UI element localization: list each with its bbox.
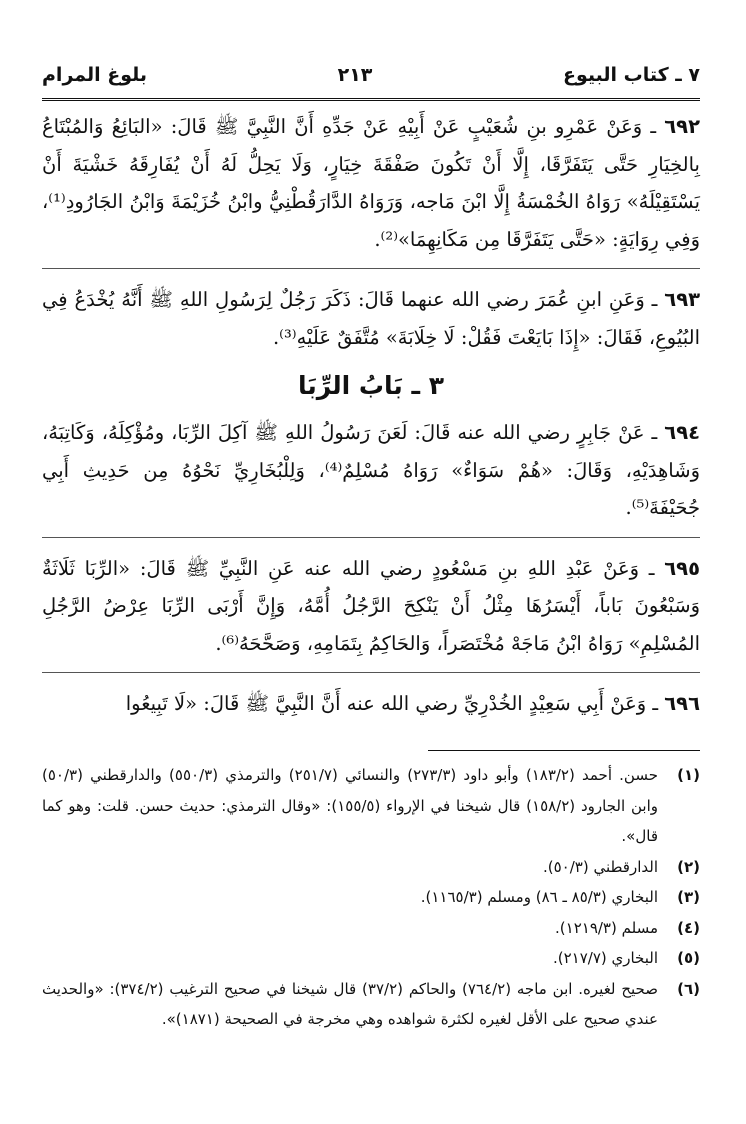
footnote-label: (٦) xyxy=(677,979,700,998)
header-rule xyxy=(42,98,700,101)
hadith-694 xyxy=(42,414,700,527)
footnote xyxy=(42,913,700,944)
hadith-divider xyxy=(42,672,700,673)
footnote-label: (٣) xyxy=(677,888,700,906)
footnote-text: البخاري (٨٥/٣ ـ ٨٦) ومسلم (١١٦٥/٣). xyxy=(420,888,658,906)
footnote xyxy=(42,760,700,852)
hadith-number: ٦٩٢ xyxy=(664,115,700,138)
hadith-divider xyxy=(42,268,700,269)
hadith-text: ـ عَنْ جَابِرٍ رضي الله عنه قَالَ: لَعَنَ رَسُولُ اللهِ ﷺ آكِلَ الرِّبَا، ومُؤْكِلَهُ، وَكَاتِبَهُ، وَشَاهِدَيْهِ، وَقَالَ: «هُمْ سَوَاءٌ» رَوَاهُ مُسْلِمٌ⁽⁴⁾، وَلِلْبُخَارِيِّ نَحْوُهُ مِن حَدِيثِ أَبِي جُحَيْفَةَ⁽⁵⁾. xyxy=(42,421,700,519)
footnote-label: (١) xyxy=(677,766,700,784)
page-body xyxy=(42,108,700,733)
footnote xyxy=(42,852,700,883)
hadith-692 xyxy=(42,108,700,258)
hadith-text: ـ وَعَنْ عَبْدِ اللهِ بنِ مَسْعُودٍ رضي الله عنه عَنِ النَّبِيِّ ﷺ قَالَ: «الرِّبَا ثَلَاثَةٌ وَسَبْعُونَ بَاباً، أَيْسَرُهَا مِثْلُ أَنْ يَنْكِحَ الرَّجُلُ أُمَّهُ، وَإِنَّ أَرْبَى الرِّبَا عِرْضُ الرَّجُلِ المُسْلِمِ» رَوَاهُ ابْنُ مَاجَهْ مُخْتَصَراً، وَالحَاكِمُ بِتَمَامِهِ، وَصَحَّحَهُ⁽⁶⁾. xyxy=(42,556,700,655)
header-book-title: بلوغ المرام xyxy=(42,64,148,86)
footnotes xyxy=(42,760,700,1035)
hadith-695 xyxy=(42,550,700,663)
hadith-number: ٦٩٣ xyxy=(664,288,701,311)
footnote-text: الدارقطني (٥٠/٣). xyxy=(542,857,658,876)
hadith-693 xyxy=(42,281,700,356)
hadith-text: ـ وَعَنِ ابنِ عُمَرَ رضي الله عنهما قَالَ: ذَكَرَ رَجُلٌ لِرَسُولِ اللهِ ﷺ أَنَّهُ يُخْدَعُ فِي البُيُوعِ، فَقَالَ: «إِذَا بَايَعْتَ فَقُلْ: لَا خِلَابَةَ» مُتَّفَقٌ عَلَيْهِ⁽³⁾. xyxy=(42,288,700,349)
footnote-text: البخاري (٢١٧/٧). xyxy=(552,949,658,967)
hadith-number: ٦٩٦ xyxy=(664,692,700,715)
hadith-number: ٦٩٥ xyxy=(664,556,700,580)
hadith-text: ـ وَعَنْ أَبِي سَعِيْدٍ الخُدْرِيِّ رضي الله عنه أَنَّ النَّبِيَّ ﷺ قَالَ: «لَا تَبِيعُوا xyxy=(125,692,659,715)
footnote-label: (٤) xyxy=(677,918,700,937)
header-page-number: ٢١٣ xyxy=(337,64,373,86)
footnote-label: (٥) xyxy=(677,949,700,967)
footnote-text: صحيح لغيره. ابن ماجه (٧٦٤/٢) والحاكم (٣٧/٢) قال شيخنا في صحيح الترغيب (٣٧٤/٢): «والحديث عندي صحيح على الأقل لغيره لكثرة شواهده وهي مخرجة في الصحيحة (١٨٧١)». xyxy=(42,979,658,1028)
hadith-divider xyxy=(42,537,700,538)
footnote-separator xyxy=(428,750,700,751)
hadith-number: ٦٩٤ xyxy=(664,421,701,444)
footnote xyxy=(42,882,700,913)
chapter-title: ٣ ـ بَابُ الرِّبَا xyxy=(297,371,445,400)
footnote-label: (٢) xyxy=(677,857,700,876)
hadith-696 xyxy=(42,685,700,723)
footnote-text: حسن. أحمد (١٨٣/٢) وأبو داود (٢٧٣/٣) والنسائي (٢٥١/٧) والترمذي (٥٥٠/٣) والدارقطني (٥٠/٣) وابن الجارود (١٥٨/٢) قال شيخنا في الإرواء (١٥٥/٥): «وقال الترمذي: حديث حسن. قلت: وهو كما قال». xyxy=(42,766,658,845)
hadith-text: ـ وَعَنْ عَمْرِو بنِ شُعَيْبٍ عَنْ أَبِيْهِ عَنْ جَدِّهِ أَنَّ النَّبِيَّ ﷺ قَالَ: «البَائِعُ وَالمُبْتَاعُ بِالخِيَارِ حَتَّى يَتَفَرَّقَا، إِلَّا أَنْ تَكُونَ صَفْقَةَ خِيَارٍ، وَلَا يَحِلُّ لَهُ أَنْ يُفَارِقَهُ خَشْيَةَ أَنْ يَسْتَقِيْلَهُ» رَوَاهُ الخُمْسَةُ إِلَّا ابْنَ مَاجه، وَرَوَاهُ الدَّارَقُطْنِيُّ وابْنُ خُزَيْمَةَ وَابْنُ الجَارُودِ⁽¹⁾، وَفِي رِوَايَةٍ: «حَتَّى يَتَفَرَّقَا مِن مَكَانِهِمَا»⁽²⁾. xyxy=(42,115,700,251)
footnote xyxy=(42,943,700,974)
footnote-text: مسلم (١٢١٩/٣). xyxy=(555,918,658,937)
page-header xyxy=(42,54,700,96)
header-chapter: ٧ ـ كتاب البيوع xyxy=(562,64,700,86)
footnote xyxy=(42,974,700,1035)
